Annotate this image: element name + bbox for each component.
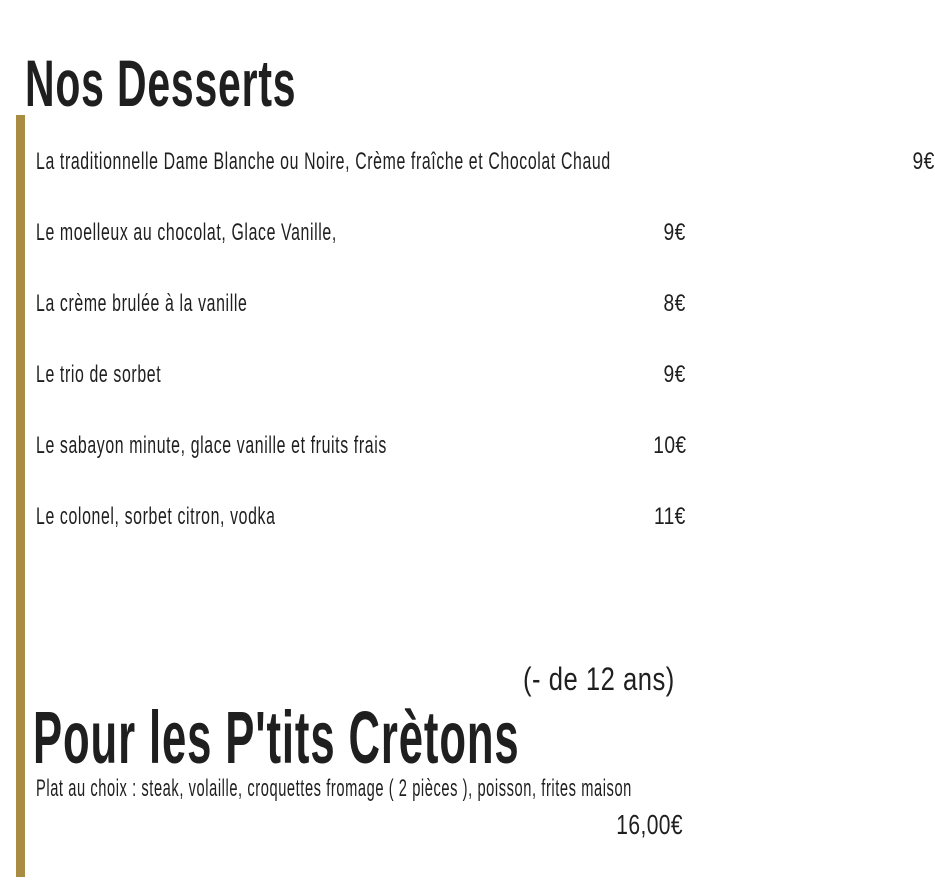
dessert-item-price: 9€ — [663, 361, 686, 388]
kids-age-note: (- de 12 ans) — [523, 661, 675, 697]
dessert-item-row — [36, 502, 686, 573]
dessert-item-row — [36, 431, 686, 502]
accent-bar — [16, 115, 25, 877]
dessert-item-row — [36, 147, 935, 218]
dessert-item-name: Le sabayon minute, glace vanille et fruits frais — [36, 432, 387, 459]
dessert-item-name: Le trio de sorbet — [36, 361, 162, 388]
dessert-item-row — [36, 218, 686, 289]
desserts-section-title: Nos Desserts — [25, 46, 297, 121]
dessert-item-price: 9€ — [663, 219, 686, 246]
dessert-item-row — [36, 360, 686, 431]
dessert-item-price: 9€ — [912, 148, 935, 175]
dessert-item-name: Le colonel, sorbet citron, vodka — [36, 503, 276, 530]
desserts-item-list — [36, 147, 935, 573]
dessert-item-name: Le moelleux au chocolat, Glace Vanille, — [36, 219, 337, 246]
dessert-item-price: 11€ — [654, 503, 686, 530]
kids-item-description: Plat au choix : steak, volaille, croquettes fromage ( 2 pièces ), poisson, frites maison — [36, 775, 632, 802]
dessert-item-price: 10€ — [652, 432, 686, 459]
dessert-item-name: La traditionnelle Dame Blanche ou Noire, Crème fraîche et Chocolat Chaud — [36, 148, 611, 175]
dessert-item-row — [36, 289, 686, 360]
kids-item-price: 16,00€ — [616, 809, 683, 840]
dessert-item-price: 8€ — [663, 290, 686, 317]
kids-section-title: Pour les P'tits Crètons — [33, 696, 520, 780]
dessert-item-name: La crème brulée à la vanille — [36, 290, 248, 317]
